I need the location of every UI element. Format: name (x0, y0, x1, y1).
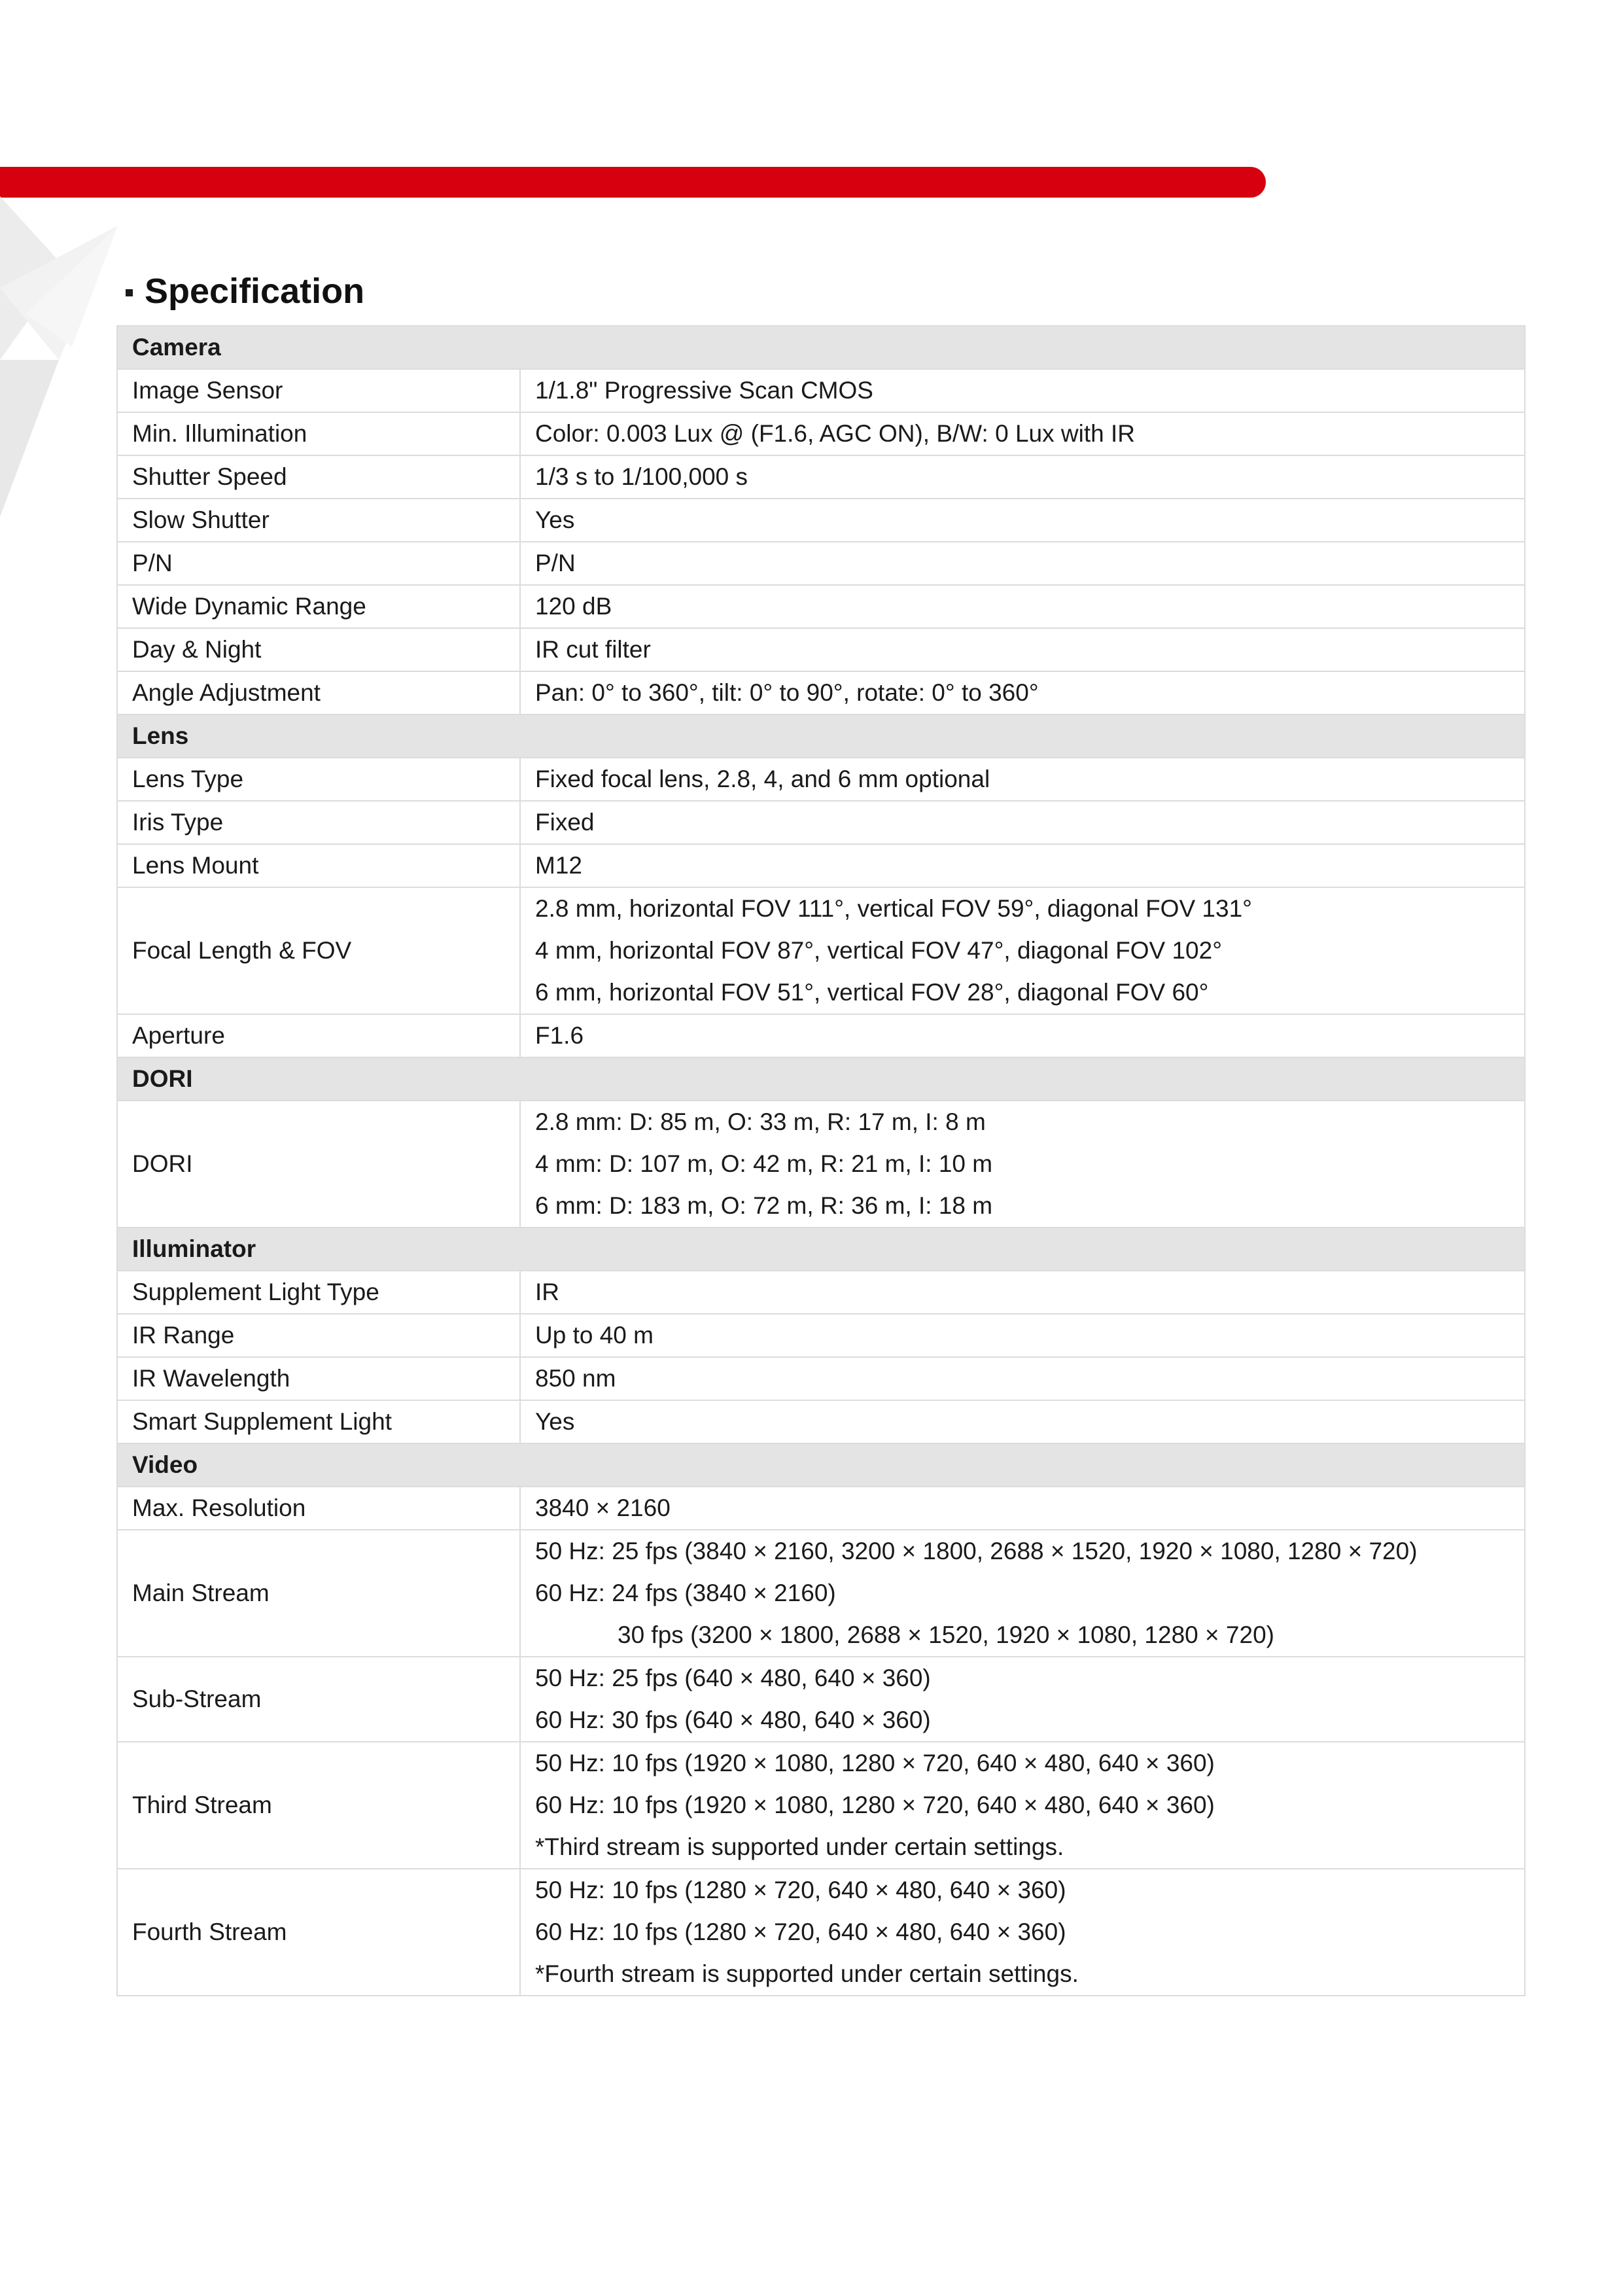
spec-row (117, 1400, 1525, 1443)
spec-value-line: 50 Hz: 10 fps (1280 × 720, 640 × 480, 640 × 360) (535, 1877, 1066, 1903)
spec-label: Min. Illumination (117, 412, 520, 455)
spec-row (117, 585, 1525, 628)
decorative-star-graphic (0, 196, 131, 537)
spec-value: Fixed focal lens, 2.8, 4, and 6 mm optional (520, 758, 1525, 801)
spec-value: 1/3 s to 1/100,000 s (520, 455, 1525, 499)
spec-value-line: 60 Hz: 10 fps (1920 × 1080, 1280 × 720, 640 × 480, 640 × 360) (535, 1792, 1215, 1818)
spec-label: IR Range (117, 1314, 520, 1357)
specification-table (116, 325, 1526, 1996)
spec-value: M12 (520, 844, 1525, 887)
spec-row (117, 1742, 1525, 1869)
spec-label: Smart Supplement Light (117, 1400, 520, 1443)
spec-value: IR cut filter (520, 628, 1525, 671)
spec-value-line: *Third stream is supported under certain settings. (535, 1833, 1064, 1860)
spec-value-line: 60 Hz: 30 fps (640 × 480, 640 × 360) (535, 1706, 931, 1733)
spec-row (117, 1657, 1525, 1742)
spec-label: Lens Type (117, 758, 520, 801)
spec-row (117, 1271, 1525, 1314)
spec-value: IR (520, 1271, 1525, 1314)
spec-value (520, 1101, 1525, 1227)
spec-label: Third Stream (117, 1742, 520, 1869)
spec-label: Sub-Stream (117, 1657, 520, 1742)
spec-value-line: 4 mm: D: 107 m, O: 42 m, R: 21 m, I: 10 m (535, 1150, 993, 1177)
spec-row (117, 758, 1525, 801)
spec-label: Focal Length & FOV (117, 887, 520, 1014)
section-heading (126, 268, 364, 314)
spec-row (117, 1530, 1525, 1657)
section-row-dori (117, 1057, 1525, 1101)
spec-label: Lens Mount (117, 844, 520, 887)
section-row-video (117, 1443, 1525, 1487)
spec-row (117, 887, 1525, 1014)
spec-label: Shutter Speed (117, 455, 520, 499)
spec-value (520, 1742, 1525, 1869)
spec-value-line: 2.8 mm: D: 85 m, O: 33 m, R: 17 m, I: 8 m (535, 1108, 986, 1135)
spec-row (117, 671, 1525, 715)
spec-value: Pan: 0° to 360°, tilt: 0° to 90°, rotate: 0° to 360° (520, 671, 1525, 715)
spec-value: Fixed (520, 801, 1525, 844)
page-title: Specification (145, 272, 365, 311)
spec-label: IR Wavelength (117, 1357, 520, 1400)
section-row-illuminator (117, 1227, 1525, 1271)
spec-value (520, 1657, 1525, 1742)
spec-value-line: 50 Hz: 25 fps (640 × 480, 640 × 360) (535, 1665, 931, 1691)
spec-row (117, 369, 1525, 412)
spec-label: Aperture (117, 1014, 520, 1057)
spec-label: Supplement Light Type (117, 1271, 520, 1314)
spec-value: Color: 0.003 Lux @ (F1.6, AGC ON), B/W: 0 Lux with IR (520, 412, 1525, 455)
section-row-lens (117, 715, 1525, 758)
spec-value-line: 50 Hz: 10 fps (1920 × 1080, 1280 × 720, 640 × 480, 640 × 360) (535, 1750, 1215, 1776)
section-row-camera (117, 326, 1525, 369)
spec-value: 120 dB (520, 585, 1525, 628)
spec-label: Fourth Stream (117, 1869, 520, 1996)
spec-row (117, 542, 1525, 585)
spec-label: Iris Type (117, 801, 520, 844)
spec-row (117, 1357, 1525, 1400)
spec-row (117, 455, 1525, 499)
spec-label: Image Sensor (117, 369, 520, 412)
spec-value-line: 30 fps (3200 × 1800, 2688 × 1520, 1920 × 1080, 1280 × 720) (618, 1621, 1274, 1648)
bullet-icon (126, 289, 133, 296)
spec-row (117, 1869, 1525, 1996)
spec-value: F1.6 (520, 1014, 1525, 1057)
spec-row (117, 499, 1525, 542)
spec-row (117, 844, 1525, 887)
spec-value: 850 nm (520, 1357, 1525, 1400)
section-title: Video (117, 1443, 1525, 1487)
section-title: DORI (117, 1057, 1525, 1101)
spec-row (117, 1314, 1525, 1357)
spec-row (117, 412, 1525, 455)
spec-value: 1/1.8" Progressive Scan CMOS (520, 369, 1525, 412)
spec-value-line: 6 mm, horizontal FOV 51°, vertical FOV 28°, diagonal FOV 60° (535, 979, 1209, 1006)
spec-label: Slow Shutter (117, 499, 520, 542)
spec-value (520, 1530, 1525, 1657)
spec-label: Day & Night (117, 628, 520, 671)
spec-value (520, 887, 1525, 1014)
spec-label: Main Stream (117, 1530, 520, 1657)
spec-label: Max. Resolution (117, 1487, 520, 1530)
spec-label: Wide Dynamic Range (117, 585, 520, 628)
spec-row (117, 1487, 1525, 1530)
spec-value-line: 6 mm: D: 183 m, O: 72 m, R: 36 m, I: 18 m (535, 1192, 993, 1219)
spec-value-line: *Fourth stream is supported under certain settings. (535, 1960, 1079, 1987)
spec-label: Angle Adjustment (117, 671, 520, 715)
section-title: Lens (117, 715, 1525, 758)
spec-value-line: 2.8 mm, horizontal FOV 111°, vertical FOV 59°, diagonal FOV 131° (535, 895, 1252, 922)
spec-value (520, 1869, 1525, 1996)
spec-label: DORI (117, 1101, 520, 1227)
section-title: Camera (117, 326, 1525, 369)
spec-value-line: 60 Hz: 10 fps (1280 × 720, 640 × 480, 640 × 360) (535, 1918, 1066, 1945)
spec-value: P/N (520, 542, 1525, 585)
spec-value-line: 50 Hz: 25 fps (3840 × 2160, 3200 × 1800, 2688 × 1520, 1920 × 1080, 1280 × 720) (535, 1538, 1418, 1564)
header-accent-bar (0, 167, 1266, 198)
spec-value-line: 60 Hz: 24 fps (3840 × 2160) (535, 1580, 836, 1606)
spec-value: Yes (520, 1400, 1525, 1443)
spec-value: Up to 40 m (520, 1314, 1525, 1357)
spec-row (117, 628, 1525, 671)
spec-label: P/N (117, 542, 520, 585)
spec-row (117, 801, 1525, 844)
spec-value: Yes (520, 499, 1525, 542)
spec-row (117, 1101, 1525, 1227)
spec-row (117, 1014, 1525, 1057)
spec-value: 3840 × 2160 (520, 1487, 1525, 1530)
spec-value-line: 4 mm, horizontal FOV 87°, vertical FOV 47°, diagonal FOV 102° (535, 937, 1223, 964)
section-title: Illuminator (117, 1227, 1525, 1271)
